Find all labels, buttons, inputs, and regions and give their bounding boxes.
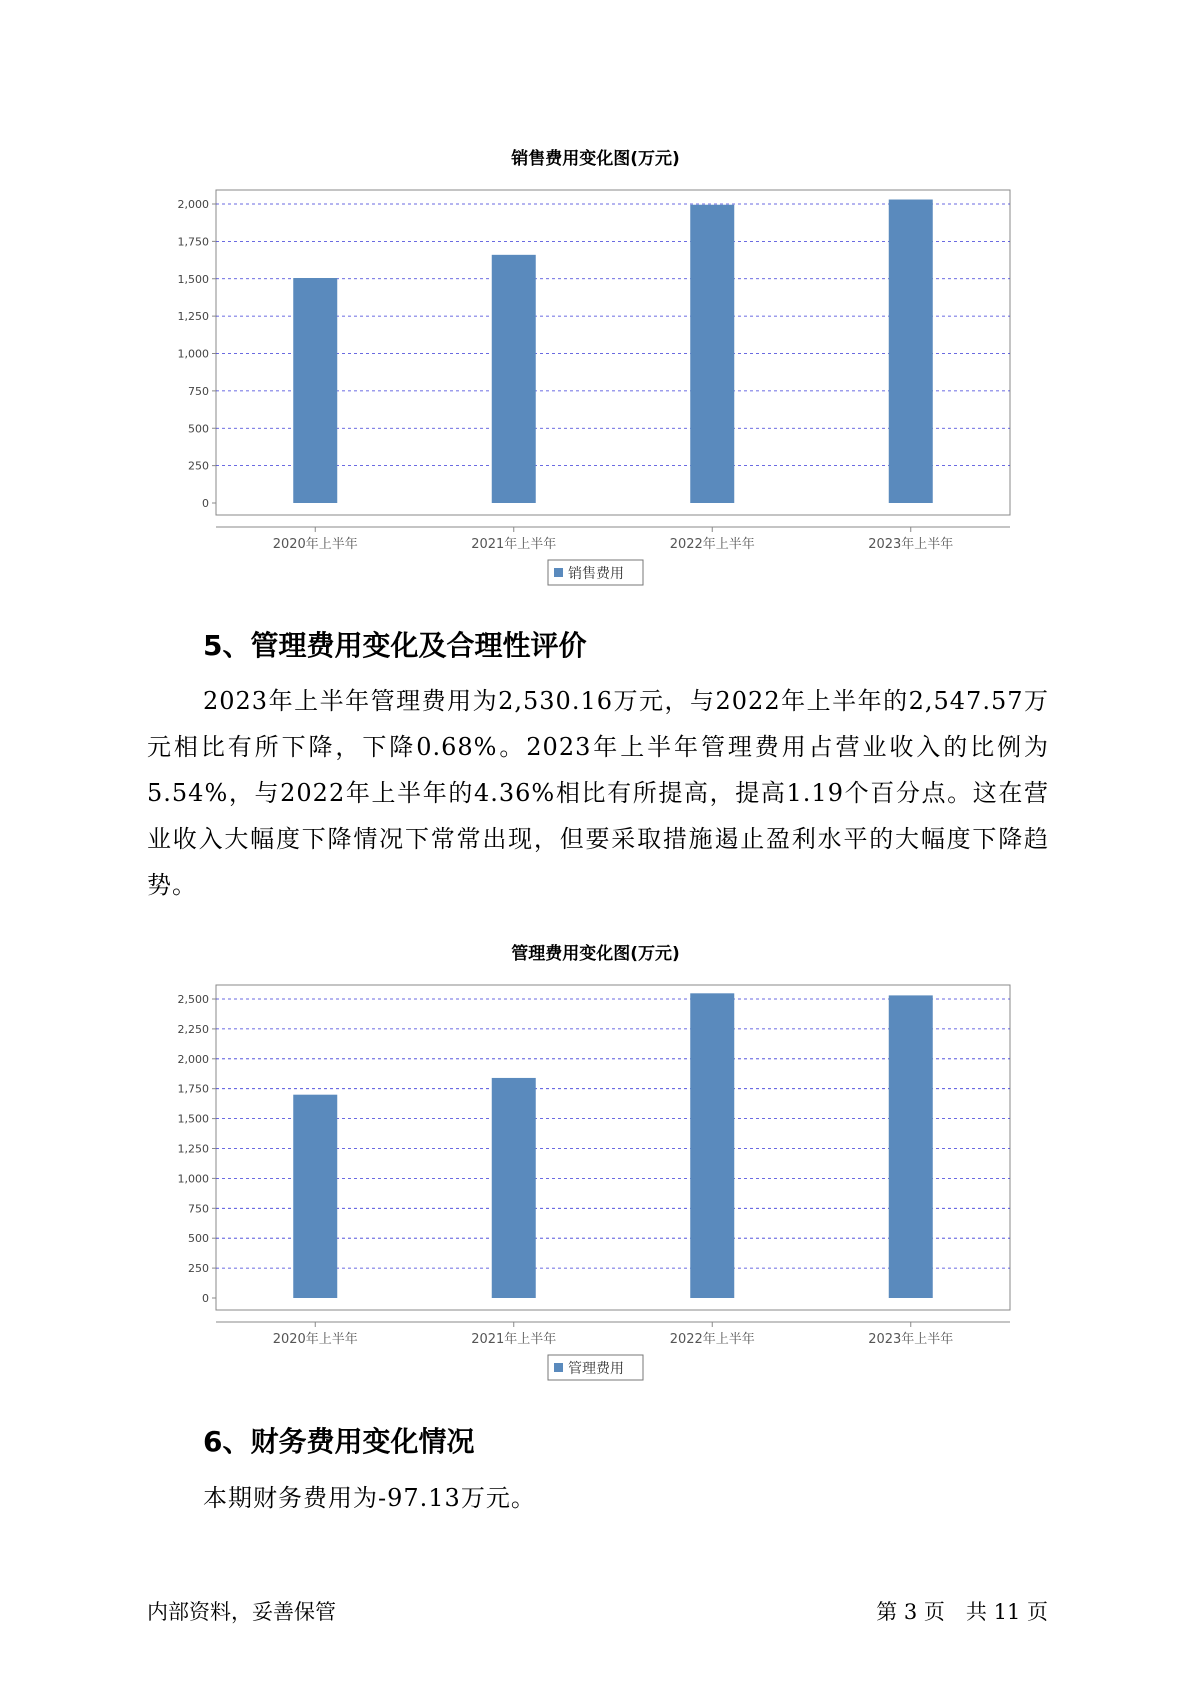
bar — [889, 200, 933, 503]
y-tick-label: 2,250 — [177, 1022, 209, 1036]
chart-title-admin: 管理费用变化图(万元) — [511, 944, 680, 964]
x-tick-label: 2023年上半年 — [868, 1332, 954, 1347]
x-tick-label: 2021年上半年 — [471, 1332, 557, 1347]
section-6-paragraph: 本期财务费用为-97.13万元。 — [203, 1484, 536, 1512]
bar — [492, 255, 536, 503]
legend-swatch — [554, 1363, 563, 1372]
chart-title-sales: 销售费用变化图(万元) — [511, 149, 680, 169]
y-tick-label: 250 — [188, 1262, 209, 1276]
bar — [889, 995, 933, 1298]
legend-swatch — [554, 568, 563, 577]
y-tick-label: 1,750 — [177, 1082, 209, 1096]
y-tick-label: 2,000 — [177, 198, 209, 211]
y-tick-label: 2,500 — [177, 993, 209, 1006]
bar — [293, 1095, 337, 1298]
y-tick-label: 1,250 — [177, 310, 209, 324]
bar — [690, 993, 734, 1298]
y-tick-label: 500 — [188, 422, 209, 436]
admin-expense-chart — [0, 965, 1191, 1385]
footer-page-number: 第 3 页 共 11 页 — [876, 1600, 1048, 1624]
y-tick-label: 1,500 — [177, 272, 209, 286]
y-tick-label: 500 — [188, 1232, 209, 1246]
y-tick-label: 1,250 — [177, 1142, 209, 1156]
y-tick-label: 0 — [202, 497, 209, 510]
bar — [492, 1078, 536, 1298]
x-tick-label: 2022年上半年 — [669, 1332, 755, 1347]
x-tick-label: 2020年上半年 — [272, 537, 358, 552]
bar — [293, 278, 337, 503]
x-tick-label: 2021年上半年 — [471, 537, 557, 552]
section-6-heading: 6、财务费用变化情况 — [203, 1425, 475, 1458]
section-5-heading: 5、管理费用变化及合理性评价 — [203, 629, 587, 662]
y-tick-label: 1,000 — [177, 1172, 209, 1186]
footer-confidential: 内部资料，妥善保管 — [147, 1600, 336, 1624]
bar — [690, 205, 734, 503]
y-tick-label: 250 — [188, 459, 209, 473]
y-tick-label: 0 — [202, 1292, 209, 1305]
y-tick-label: 750 — [188, 1202, 209, 1216]
y-tick-label: 1,000 — [177, 347, 209, 361]
legend-label: 管理费用 — [568, 1361, 624, 1377]
y-tick-label: 1,500 — [177, 1112, 209, 1126]
x-tick-label: 2020年上半年 — [272, 1332, 358, 1347]
y-tick-label: 750 — [188, 384, 209, 398]
x-tick-label: 2022年上半年 — [669, 537, 755, 552]
legend-label: 销售费用 — [568, 566, 624, 582]
y-tick-label: 1,750 — [177, 235, 209, 249]
y-tick-label: 2,000 — [177, 1052, 209, 1066]
section-5-paragraph: 2023年上半年管理费用为2,530.16万元，与2022年上半年的2,547.57万元相比有所下降，下降0.68%。2023年上半年管理费用占营业收入的比例为5.54%，与2022年上半年的4.36%相比有所提高，提高1.19个百分点。这在营业收入大幅度下降情况下常常出现，但要采取措施遏止盈利水平的大幅度下降趋势。 — [147, 687, 1049, 899]
sales-expense-chart — [0, 170, 1191, 590]
x-tick-label: 2023年上半年 — [868, 537, 954, 552]
